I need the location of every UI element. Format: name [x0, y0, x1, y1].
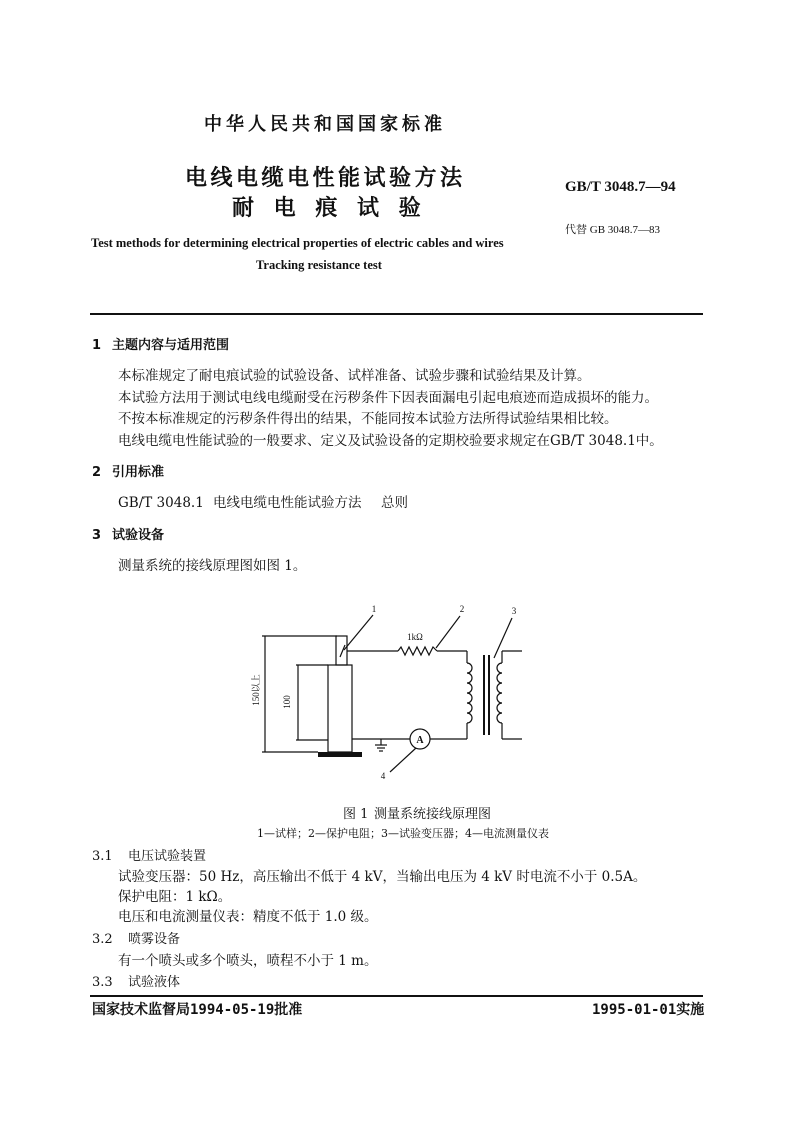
outer-dimension-label: 150以上	[251, 674, 261, 706]
reference-part: 总则	[381, 495, 408, 511]
standard-type: 中华人民共和国国家标准	[204, 114, 446, 135]
footer-divider	[90, 995, 703, 997]
english-title-line-1: Test methods for determining electrical properties of electric cables and wires	[91, 236, 504, 250]
subsection-3-1-line: 保护电阻：1 kΩ。	[118, 889, 232, 905]
section-1-paragraph: 不按本标准规定的污秽条件得出的结果，不能同按本试验方法所得试验结果相比较。	[118, 411, 618, 427]
figure-legend: 1—试样；2—保护电阻；3—试验变压器；4—电流测量仪表	[257, 827, 549, 840]
subsection-3-1-line: 试验变压器：50 Hz，高压输出不低于 4 kV，当输出电压为 4 kV 时电流不小于 0.5A。	[118, 869, 647, 885]
specimen-electrode	[336, 636, 347, 665]
specimen-body	[328, 665, 352, 752]
figure-caption-title: 测量系统接线原理图	[374, 807, 492, 822]
section-2-title: 引用标准	[112, 465, 165, 480]
figure-caption-number: 图 1	[343, 807, 369, 822]
callout-3: 3	[511, 606, 517, 616]
section-3-intro: 测量系统的接线原理图如图 1。	[118, 558, 307, 574]
english-title-line-2: Tracking resistance test	[256, 258, 382, 272]
callout-1: 1	[371, 604, 377, 614]
subsection-3-1-number: 3.1	[92, 849, 113, 864]
section-3-title: 试验设备	[112, 528, 165, 543]
section-1-paragraph: 本标准规定了耐电痕试验的试验设备、试样准备、试验步骤和试验结果及计算。	[118, 368, 591, 384]
subsection-3-2-number: 3.2	[92, 932, 113, 947]
standard-code: GB/T 3048.7—94	[565, 179, 676, 195]
protective-resistor	[398, 647, 437, 655]
section-1-title: 主题内容与适用范围	[112, 338, 230, 353]
callout-2-leader	[436, 616, 460, 648]
reference-title: 电线电缆电性能试验方法	[213, 495, 362, 511]
base-plate	[318, 752, 362, 757]
replaces-note: 代替 GB 3048.7—83	[565, 224, 661, 236]
callout-2: 2	[459, 604, 465, 614]
title-line-1: 电线电缆电性能试验方法	[185, 166, 466, 191]
header-divider	[90, 313, 703, 315]
approval-date: 国家技术监督局1994-05-19批准	[92, 1002, 303, 1018]
subsection-3-1-title: 电压试验装置	[128, 849, 207, 864]
callout-4-leader	[390, 748, 416, 772]
callout-1-leader	[344, 615, 373, 650]
section-3-number: 3	[92, 528, 102, 543]
subsection-3-2-line: 有一个喷头或多个喷头，喷程不小于 1 m。	[118, 953, 378, 969]
section-1-number: 1	[92, 338, 102, 353]
subsection-3-2-title: 喷雾设备	[128, 932, 181, 947]
reference-code: GB/T 3048.1	[118, 495, 204, 511]
transformer-winding-right	[497, 663, 502, 723]
effective-date: 1995-01-01实施	[592, 1002, 705, 1018]
subsection-3-3-number: 3.3	[92, 975, 113, 990]
section-1-paragraph: 本试验方法用于测试电线电缆耐受在污秽条件下因表面漏电引起电痕迹而造成损坏的能力。	[118, 390, 658, 406]
ammeter-label: A	[416, 735, 424, 746]
transformer-winding-left	[467, 663, 472, 723]
section-2-number: 2	[92, 465, 102, 480]
callout-3-leader	[494, 618, 512, 658]
callout-4: 4	[380, 771, 386, 781]
inner-dimension-label: 100	[282, 695, 292, 709]
section-1-paragraph: 电线电缆电性能试验的一般要求、定义及试验设备的定期校验要求规定在GB/T 3048.1中。	[118, 433, 663, 449]
subsection-3-1-line: 电压和电流测量仪表：精度不低于 1.0 级。	[118, 909, 378, 925]
resistor-value-label: 1kΩ	[407, 632, 423, 642]
electrode-tick	[340, 645, 345, 657]
subsection-3-3-title: 试验液体	[128, 975, 181, 990]
wiring-diagram	[250, 600, 530, 785]
title-line-2: 耐 电 痕 试 验	[232, 196, 427, 221]
